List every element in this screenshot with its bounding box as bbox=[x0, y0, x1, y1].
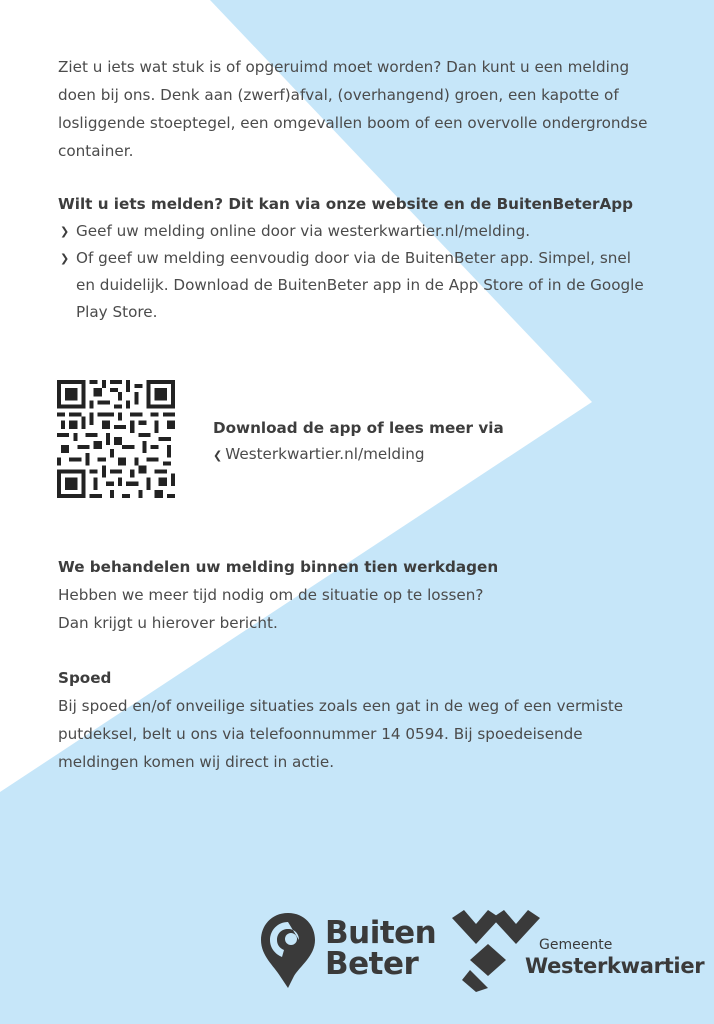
list-item bbox=[58, 245, 650, 326]
westerkwartier-logo bbox=[452, 910, 705, 996]
buitenbeter-mark-icon bbox=[258, 910, 318, 990]
download-link[interactable] bbox=[213, 441, 504, 469]
download-block bbox=[213, 415, 504, 469]
chevron-right-icon: ❯ bbox=[60, 225, 70, 238]
download-link-text[interactable]: Westerkwartier.nl/melding bbox=[225, 445, 425, 463]
buitenbeter-logo bbox=[258, 910, 437, 994]
handling-paragraph: Hebben we meer tijd nodig om de situatie op te lossen? Dan krijgt u hierover bericht. bbox=[58, 586, 484, 632]
buitenbeter-wordmark: Buiten Beter bbox=[325, 915, 437, 982]
qr-code[interactable] bbox=[57, 380, 175, 498]
list-item bbox=[58, 218, 650, 245]
intro-section bbox=[58, 53, 678, 326]
bullet-text-app: Of geef uw melding eenvoudig door via de BuitenBeter app. Simpel, snel en duidelijk. Download de BuitenBeter app in de App Store of in de Google Play Store. bbox=[76, 249, 644, 321]
download-heading: Download de app of lees meer via bbox=[213, 419, 504, 437]
handling-heading: We behandelen uw melding binnen tien werkdagen bbox=[58, 558, 499, 576]
report-list bbox=[58, 218, 650, 326]
westerkwartier-mark-icon bbox=[452, 910, 542, 992]
bullet-text-website: Geef uw melding online door via westerkwartier.nl/melding. bbox=[76, 222, 531, 240]
report-heading: Wilt u iets melden? Dit kan via onze website en de BuitenBeterApp bbox=[58, 195, 633, 213]
gemeente-label: Gemeente bbox=[539, 937, 613, 953]
chevron-right-icon: ❯ bbox=[60, 252, 70, 265]
westerkwartier-label: Westerkwartier bbox=[525, 954, 705, 978]
urgent-paragraph: Bij spoed en/of onveilige situaties zoals een gat in de weg of een vermiste putdeksel, belt u ons via telefoonnummer 14 0594. Bij spoedeisende meldingen komen wij direct in actie. bbox=[58, 697, 624, 771]
intro-paragraph: Ziet u iets wat stuk is of opgeruimd moet worden? Dan kunt u een melding doen bij ons. Denk aan (zwerf)afval, (overhangend) groen, een kapotte of losliggende stoeptegel, een omgevallen boom of een overvolle ondergrondse container. bbox=[58, 58, 648, 160]
handling-section bbox=[58, 553, 678, 637]
urgent-heading: Spoed bbox=[58, 669, 112, 687]
chevron-left-icon: ❮ bbox=[213, 449, 223, 462]
urgent-section bbox=[58, 664, 678, 776]
